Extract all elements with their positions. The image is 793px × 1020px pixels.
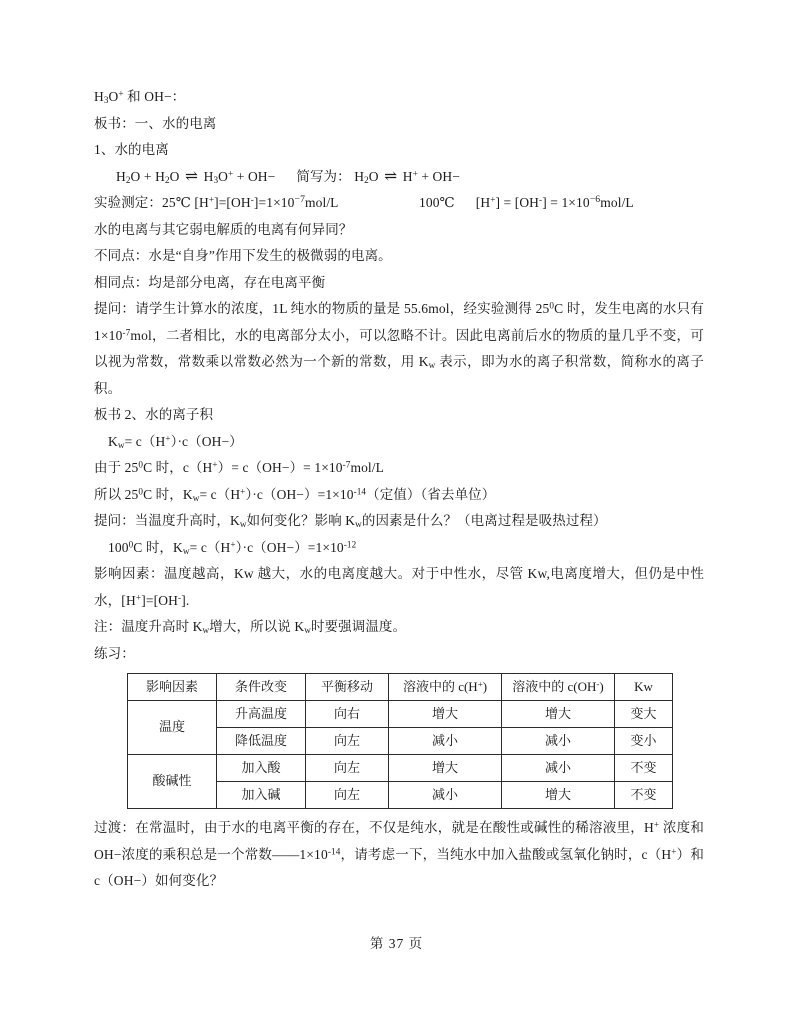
formula-hydroxide: OH−: [247, 168, 276, 184]
factor-temperature: 温度: [128, 701, 217, 755]
experimental-measurement: [94, 190, 704, 217]
table-header-row: [128, 674, 673, 701]
header-equilibrium-shift: 平衡移动: [306, 674, 389, 701]
power-notation: $\times 10^{-7}$: [273, 194, 306, 210]
header-coh-concentration: 溶液中的 c(OH-): [502, 674, 615, 701]
degree-superscript: 0: [138, 486, 144, 497]
superscript: +: [671, 846, 677, 857]
exponent: −6: [589, 194, 601, 206]
superscript: +: [208, 194, 215, 205]
therefore-25c-kw-value: 所以 $25^0C$ 时，$K_w= c(H^+)\cdot c(OH-)=1\times 10^{-14}$（定值）（省去单位）: [94, 486, 496, 503]
paragraph-influencing-factors: 影响因素：温度越高，Kw 越大，水的电离度越大。对于中性水，尽管 Kw,电离度增大，但仍是中性水，[H+]=[OH-].: [94, 566, 704, 608]
paragraph-concentration-calculation: 提问：请学生计算水的浓度，1L 纯水的物质的量是 55.6mol，经实验测得 $25^0C$ 时，发生电离的水只有 $1\times 10^{-7}mol$，二者相比，水的电离部分太小，可以忽略不计。因此电离前后水的物质的量几乎不变，可以视为常数，常数乘以常数必然为一个新的常数，用 $K_w$ 表示，即为水的离子积常数，简称水的离子积。: [94, 300, 705, 396]
superscript: -: [250, 194, 254, 205]
formula-hydroxide: OH−: [432, 168, 460, 184]
kw-cell: 变大: [615, 701, 673, 728]
subsection-1-title: 1、水的电离: [94, 142, 169, 157]
kw-value-100c: $100^0C$ 时，$K_w= c(H^+)\cdot c(OH-)=1\times 10^{-12}$: [108, 539, 357, 556]
kw-definition-formula: $K_w= c(H^+)\cdot c(OH-)$: [108, 433, 243, 450]
superscript: +: [212, 459, 218, 470]
kw-cell: 不变: [615, 782, 673, 809]
formula-water-left2: $H_2O$: [155, 168, 180, 185]
exponent: -14: [353, 486, 367, 497]
condition-cell: 降低温度: [217, 728, 306, 755]
subscript: w: [428, 360, 436, 371]
table-row: [128, 701, 673, 728]
superscript: +: [653, 819, 660, 830]
superscript: +: [227, 168, 234, 179]
formula-h3o: $H_3O^+$: [94, 88, 124, 106]
subscript: 2: [125, 174, 131, 185]
water-ionization-equation: [94, 164, 704, 191]
subscript: 2: [164, 174, 170, 185]
exponent: -7: [122, 327, 131, 338]
practice-table-wrapper: [94, 673, 704, 809]
note-temperature-emphasis: 注：温度升高时 $K_w$增大，所以说 $K_w$时要强调温度。: [94, 619, 407, 636]
shift-cell: 向左: [306, 728, 389, 755]
ch-cell: 增大: [389, 701, 502, 728]
subscript: 3: [103, 95, 109, 106]
equilibrium-arrow-icon: ⇌: [184, 167, 199, 185]
exponent: -12: [343, 539, 357, 550]
shift-cell: 向左: [306, 782, 389, 809]
practice-label: 练习：: [94, 645, 135, 661]
condition-cell: 升高温度: [217, 701, 306, 728]
superscript: +: [490, 194, 496, 205]
plus-sign: +: [421, 168, 430, 184]
superscript: +: [412, 168, 418, 179]
superscript: -: [596, 678, 600, 689]
degree-superscript: 0: [128, 539, 134, 550]
temperature-25c: 25℃: [162, 195, 191, 210]
ch-cell: 增大: [389, 755, 502, 782]
paragraph-transition: 过渡：在常温时，由于水的电离平衡的存在，不仅是纯水，就是在酸性或碱性的稀溶液里，H+ 浓度和 OH−浓度的乘积总是一个常数$——1\times 10^{-14}$，请考虑一下，当纯水中加入盐酸或氢氧化钠时，c（H+）和 c（OH−）如何变化？: [94, 819, 704, 888]
difference-point: 不同点：水是“自身”作用下发生的极微弱的电离。: [94, 248, 392, 263]
formula-proton: H+: [402, 168, 418, 184]
header-kw: Kw: [615, 674, 673, 701]
heading-h3o-oh: [94, 84, 704, 111]
shift-cell: 向左: [306, 755, 389, 782]
subscript: w: [239, 519, 247, 530]
condition-cell: 加入酸: [217, 755, 306, 782]
header-influencing-factor: 影响因素: [128, 674, 217, 701]
exponent: -7: [342, 459, 351, 470]
coh-cell: 增大: [502, 782, 615, 809]
superscript: +: [477, 678, 483, 689]
formula-water-left: $H_2O$: [116, 168, 141, 185]
heading-rest: 和 OH−：: [127, 89, 186, 104]
exponent: -14: [327, 846, 341, 857]
experiment-label: 实验测定：: [94, 195, 162, 210]
subscript: w: [355, 519, 362, 530]
similarity-point: 相同点：均是部分电离，存在电离平衡: [94, 274, 326, 290]
degree-superscript: 0: [549, 300, 555, 311]
header-condition-change: 条件改变: [217, 674, 306, 701]
header-ch-concentration: 溶液中的 c(H+): [389, 674, 502, 701]
question-compare-ionization: 水的电离与其它弱电解质的电离有何异同？: [94, 221, 353, 237]
superscript: +: [230, 539, 236, 550]
page-number-footer: 第 37 页: [369, 936, 424, 951]
question-temperature-effect: 提问：当温度升高时，$K_w$如何变化？影响 $K_w$的因素是什么？（电离过程是吸热过程）: [94, 513, 607, 530]
subscript: 2: [364, 174, 369, 185]
subscript: 3: [213, 174, 219, 185]
table-row: [128, 755, 673, 782]
document-body: [94, 84, 704, 895]
kw-cell: 变小: [615, 728, 673, 755]
exponent: −7: [294, 194, 306, 206]
coh-cell: 减小: [502, 728, 615, 755]
since-25c-statement: 由于 $25^0C$ 时，$c(H^+)= c(OH-)= 1\times 10^{-7}mol/L$: [94, 459, 384, 475]
superscript: +: [135, 592, 142, 603]
ch-cell: 减小: [389, 728, 502, 755]
formula-water-short: $H_2O$: [354, 168, 379, 185]
subscript: w: [182, 545, 190, 556]
subscript: w: [192, 492, 200, 503]
temperature-100c: 100℃: [419, 195, 455, 210]
equilibrium-arrow-icon: ⇌: [384, 167, 398, 185]
factor-acidity-basicity: 酸碱性: [128, 755, 217, 809]
plus-sign: +: [143, 168, 152, 184]
power-notation: $\times 10^{-6}$: [568, 194, 601, 210]
coh-cell: 减小: [502, 755, 615, 782]
superscript: +: [165, 433, 171, 444]
simplify-label: 简写为：: [296, 168, 351, 184]
superscript: +: [118, 88, 124, 99]
unit: mol/L: [600, 195, 634, 210]
concentration-100c: $[H^+] = [OH^-] = 1\times 10^{-6}mol/L$: [475, 194, 634, 210]
degree-superscript: 0: [138, 459, 144, 470]
shift-cell: 向右: [306, 701, 389, 728]
section-board-2-title: 板书 2、水的离子积: [94, 407, 214, 422]
superscript: -: [539, 194, 543, 205]
subscript: w: [117, 439, 125, 450]
formula-hydronium: $H_3O^+$: [203, 168, 234, 185]
practice-table: [127, 673, 673, 809]
kw-cell: 不变: [615, 755, 673, 782]
ch-cell: 减小: [389, 782, 502, 809]
coh-cell: 增大: [502, 701, 615, 728]
subscript: w: [202, 625, 210, 636]
section-board-title: 板书：一、水的电离: [94, 115, 217, 131]
condition-cell: 加入碱: [217, 782, 306, 809]
superscript: -: [178, 592, 182, 603]
superscript: +: [240, 486, 246, 497]
unit: mol/L: [305, 195, 339, 210]
concentration-25c: $[H^+]=[OH^-]=1\times 10^{-7}mol/L$: [194, 194, 339, 210]
plus-sign: +: [236, 168, 245, 184]
subscript: w: [304, 625, 311, 636]
